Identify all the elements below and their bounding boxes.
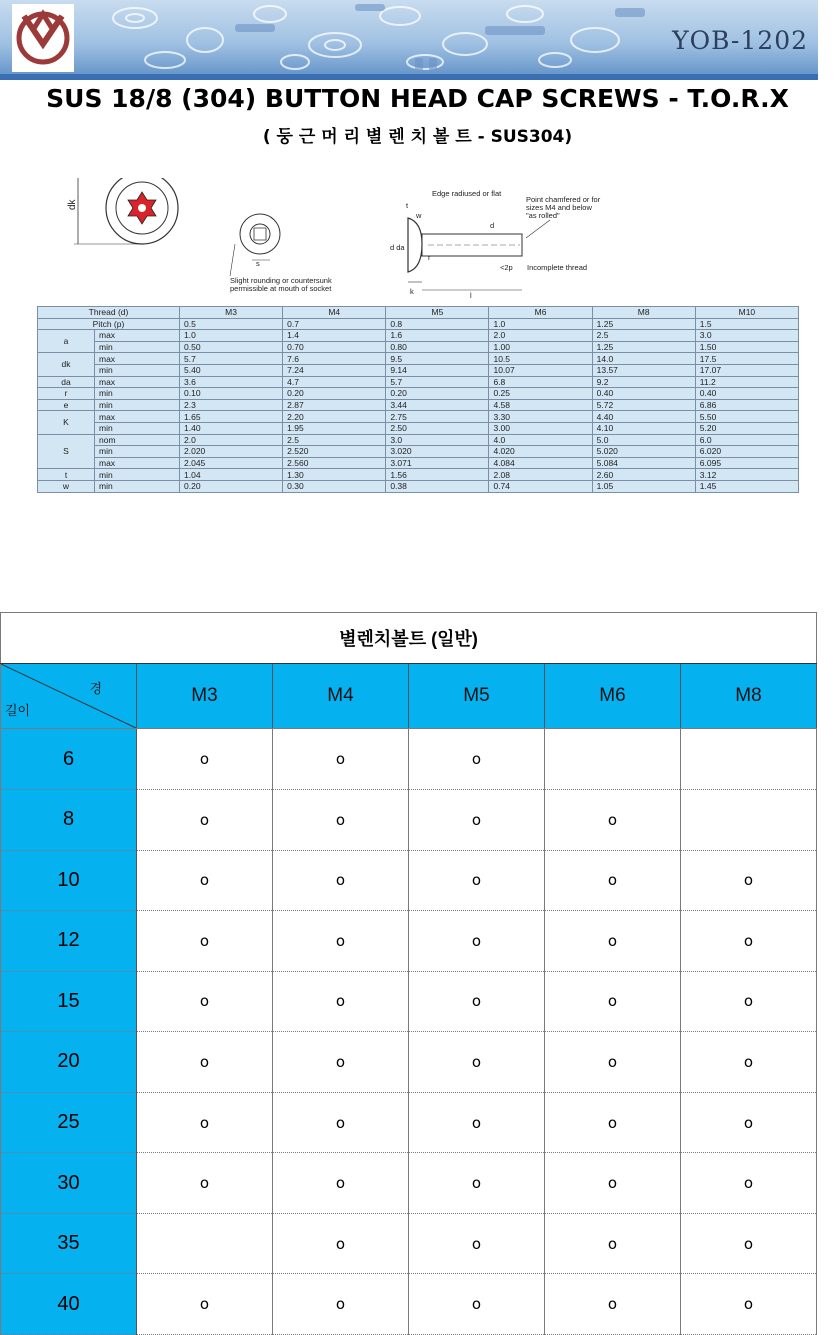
spec-cell: 4.084 [489, 457, 592, 469]
availability-cell: o [545, 1032, 681, 1093]
spec-cell: 2.3 [180, 399, 283, 411]
spec-pitch-row [38, 318, 799, 330]
spec-cell: 1.04 [180, 469, 283, 481]
spec-row [38, 422, 799, 434]
spec-row [38, 330, 799, 342]
availability-cell: o [137, 850, 273, 911]
spec-table [37, 306, 799, 493]
spec-cell: 0.25 [489, 388, 592, 400]
spec-cell: 17.07 [695, 364, 798, 376]
spec-cell: 6.86 [695, 399, 798, 411]
length-label: 40 [1, 1274, 137, 1335]
spec-cell: 1.5 [695, 318, 798, 330]
availability-table [0, 612, 817, 1335]
availability-cell: o [545, 790, 681, 851]
availability-cell: o [409, 1274, 545, 1335]
availability-cell: o [273, 1213, 409, 1274]
availability-cell: o [137, 729, 273, 790]
availability-cell: o [409, 850, 545, 911]
spec-size-header: M4 [283, 307, 386, 319]
spec-kind-label: min [95, 388, 180, 400]
logo-icon [12, 4, 74, 72]
spec-cell: 10.07 [489, 364, 592, 376]
logo [12, 4, 74, 72]
spec-row [38, 457, 799, 469]
spec-cell: 0.80 [386, 341, 489, 353]
page-subtitle: ( 둥 근 머 리 별 렌 치 볼 트 - SUS304) [262, 127, 573, 147]
svg-text:<2p: <2p [500, 263, 513, 272]
table-row [1, 1032, 817, 1093]
rounding-note-1: Slight rounding or countersunk [230, 276, 332, 285]
svg-text:t: t [406, 201, 409, 210]
spec-cell: 5.7 [180, 353, 283, 365]
corner-cell [1, 664, 137, 729]
spec-cell: 4.020 [489, 446, 592, 458]
spec-cell: 2.08 [489, 469, 592, 481]
spec-cell: 5.20 [695, 422, 798, 434]
table-row [1, 911, 817, 972]
spec-cell: 1.25 [592, 341, 695, 353]
size-header-m3: M3 [137, 664, 273, 729]
spec-kind-label: max [95, 353, 180, 365]
spec-cell: 3.0 [386, 434, 489, 446]
availability-cell: o [137, 911, 273, 972]
head-top-view [67, 178, 178, 244]
spec-cell: 1.0 [489, 318, 592, 330]
spec-cell: 0.40 [592, 388, 695, 400]
spec-cell: 7.6 [283, 353, 386, 365]
spec-cell: 1.40 [180, 422, 283, 434]
spec-cell: 17.5 [695, 353, 798, 365]
availability-cell: o [273, 911, 409, 972]
spec-cell: 0.20 [180, 480, 283, 492]
spec-size-header: M5 [386, 307, 489, 319]
spec-cell: 2.60 [592, 469, 695, 481]
spec-cell: 2.045 [180, 457, 283, 469]
availability-cell: o [137, 1092, 273, 1153]
availability-cell: o [137, 790, 273, 851]
spec-cell: 1.25 [592, 318, 695, 330]
spec-row [38, 341, 799, 353]
spec-cell: 5.7 [386, 376, 489, 388]
spec-cell: 2.520 [283, 446, 386, 458]
spec-size-header: M6 [489, 307, 592, 319]
availability-cell: o [409, 911, 545, 972]
spec-row [38, 480, 799, 492]
spec-cell: 14.0 [592, 353, 695, 365]
availability-cell: o [545, 971, 681, 1032]
svg-text:r: r [428, 253, 431, 262]
spec-cell: 1.4 [283, 330, 386, 342]
size-header-m5: M5 [409, 664, 545, 729]
availability-cell: o [409, 1092, 545, 1153]
spec-cell: 1.30 [283, 469, 386, 481]
table-row [1, 729, 817, 790]
spec-cell: 3.44 [386, 399, 489, 411]
spec-row [38, 353, 799, 365]
dim-dk-label: dk [67, 199, 78, 210]
spec-param-label: S [38, 434, 95, 469]
spec-cell: 0.20 [283, 388, 386, 400]
spec-param-label: t [38, 469, 95, 481]
spec-cell: 0.10 [180, 388, 283, 400]
spec-row [38, 411, 799, 423]
availability-cell: o [409, 729, 545, 790]
availability-cell: o [137, 1153, 273, 1214]
availability-cell: o [681, 1032, 817, 1093]
spec-row [38, 469, 799, 481]
product-code: YOB-1202 [672, 26, 808, 55]
corner-length-label: 길이 [5, 703, 31, 719]
svg-text:l: l [470, 291, 472, 300]
spec-cell: 0.8 [386, 318, 489, 330]
spec-param-label: da [38, 376, 95, 388]
table-row [1, 1213, 817, 1274]
spec-cell: 1.0 [180, 330, 283, 342]
spec-cell: 6.020 [695, 446, 798, 458]
length-label: 6 [1, 729, 137, 790]
table-row [1, 790, 817, 851]
availability-cell: o [273, 1092, 409, 1153]
spec-cell: 0.30 [283, 480, 386, 492]
spec-cell: 1.50 [695, 341, 798, 353]
availability-cell: o [137, 971, 273, 1032]
availability-cell: o [273, 971, 409, 1032]
spec-cell: 3.30 [489, 411, 592, 423]
spec-cell: 7.24 [283, 364, 386, 376]
banner-strip [0, 74, 818, 80]
spec-header-row [38, 307, 799, 319]
spec-cell: 4.58 [489, 399, 592, 411]
availability-cell: o [273, 1274, 409, 1335]
spec-row [38, 434, 799, 446]
spec-size-header: M8 [592, 307, 695, 319]
thread-label: Thread (d) [38, 307, 180, 319]
table-row [1, 1274, 817, 1335]
header-banner [0, 0, 818, 80]
svg-text:s: s [256, 259, 260, 268]
spec-cell: 1.45 [695, 480, 798, 492]
availability-cell: o [545, 850, 681, 911]
availability-cell: o [273, 790, 409, 851]
availability-cell [137, 1213, 273, 1274]
availability-cell: o [545, 1092, 681, 1153]
spec-cell: 3.00 [489, 422, 592, 434]
spec-row [38, 446, 799, 458]
spec-cell: 3.020 [386, 446, 489, 458]
availability-cell: o [273, 1032, 409, 1093]
spec-cell: 5.72 [592, 399, 695, 411]
screw-pattern-image [95, 0, 655, 74]
svg-text:d da: d da [390, 243, 405, 252]
table-row [1, 1092, 817, 1153]
spec-size-header: M3 [180, 307, 283, 319]
spec-row [38, 399, 799, 411]
length-label: 12 [1, 911, 137, 972]
spec-cell: 9.14 [386, 364, 489, 376]
point-note-3: "as rolled" [526, 211, 560, 220]
spec-cell: 5.020 [592, 446, 695, 458]
spec-cell: 1.65 [180, 411, 283, 423]
spec-cell: 2.50 [386, 422, 489, 434]
availability-cell [681, 729, 817, 790]
spec-cell: 5.40 [180, 364, 283, 376]
spec-kind-label: min [95, 480, 180, 492]
spec-kind-label: max [95, 411, 180, 423]
size-header-m4: M4 [273, 664, 409, 729]
spec-cell: 2.5 [283, 434, 386, 446]
spec-cell: 6.0 [695, 434, 798, 446]
availability-cell: o [545, 1274, 681, 1335]
availability-cell [545, 729, 681, 790]
edge-note: Edge radiused or flat [432, 189, 502, 198]
availability-cell: o [681, 971, 817, 1032]
svg-text:k: k [410, 287, 414, 296]
spec-cell: 2.20 [283, 411, 386, 423]
spec-param-label: r [38, 388, 95, 400]
spec-param-label: dk [38, 353, 95, 376]
availability-cell: o [273, 850, 409, 911]
spec-kind-label: nom [95, 434, 180, 446]
length-label: 15 [1, 971, 137, 1032]
rounding-note-2: permissible at mouth of socket [230, 284, 332, 293]
length-label: 35 [1, 1213, 137, 1274]
spec-cell: 2.0 [180, 434, 283, 446]
page-title: SUS 18/8 (304) BUTTON HEAD CAP SCREWS - T.O.R.X [46, 84, 789, 113]
spec-cell: 9.5 [386, 353, 489, 365]
spec-param-label: K [38, 411, 95, 434]
spec-cell: 1.6 [386, 330, 489, 342]
spec-cell: 3.12 [695, 469, 798, 481]
spec-kind-label: min [95, 469, 180, 481]
spec-cell: 0.74 [489, 480, 592, 492]
availability-cell: o [409, 790, 545, 851]
spec-param-label: a [38, 330, 95, 353]
availability-cell: o [681, 911, 817, 972]
spec-cell: 0.7 [283, 318, 386, 330]
point-note-1: Point chamfered or for [526, 195, 601, 204]
spec-kind-label: min [95, 422, 180, 434]
spec-cell: 1.56 [386, 469, 489, 481]
spec-cell: 0.40 [695, 388, 798, 400]
length-label: 8 [1, 790, 137, 851]
spec-cell: 4.0 [489, 434, 592, 446]
table-row [1, 850, 817, 911]
size-header-m8: M8 [681, 664, 817, 729]
socket-view [230, 214, 332, 293]
spec-cell: 2.87 [283, 399, 386, 411]
table-row [1, 1153, 817, 1214]
availability-cell: o [273, 1153, 409, 1214]
spec-kind-label: min [95, 446, 180, 458]
spec-row [38, 388, 799, 400]
spec-cell: 4.10 [592, 422, 695, 434]
spec-cell: 1.00 [489, 341, 592, 353]
screw-side-view [390, 189, 601, 300]
availability-cell: o [681, 1092, 817, 1153]
availability-cell: o [545, 911, 681, 972]
availability-cell: o [137, 1032, 273, 1093]
table-row [1, 971, 817, 1032]
length-label: 20 [1, 1032, 137, 1093]
spec-cell: 6.8 [489, 376, 592, 388]
spec-cell: 11.2 [695, 376, 798, 388]
spec-cell: 6.095 [695, 457, 798, 469]
spec-cell: 5.084 [592, 457, 695, 469]
availability-cell: o [409, 1213, 545, 1274]
spec-kind-label: min [95, 399, 180, 411]
spec-cell: 5.50 [695, 411, 798, 423]
spec-row [38, 376, 799, 388]
availability-cell: o [545, 1213, 681, 1274]
spec-cell: 0.5 [180, 318, 283, 330]
spec-cell: 5.0 [592, 434, 695, 446]
svg-text:d: d [490, 221, 495, 230]
svg-text:w: w [416, 211, 422, 220]
availability-cell: o [545, 1153, 681, 1214]
availability-cell: o [137, 1274, 273, 1335]
size-header-m6: M6 [545, 664, 681, 729]
spec-cell: 0.20 [386, 388, 489, 400]
incomplete-thread-label: Incomplete thread [527, 263, 588, 272]
availability-cell: o [409, 971, 545, 1032]
length-label: 10 [1, 850, 137, 911]
availability-cell: o [409, 1032, 545, 1093]
availability-cell: o [681, 850, 817, 911]
spec-cell: 3.6 [180, 376, 283, 388]
spec-cell: 0.38 [386, 480, 489, 492]
spec-kind-label: min [95, 341, 180, 353]
spec-cell: 4.40 [592, 411, 695, 423]
spec-cell: 0.50 [180, 341, 283, 353]
availability-cell: o [273, 729, 409, 790]
spec-cell: 2.560 [283, 457, 386, 469]
corner-diameter-label: 경 [89, 681, 102, 697]
spec-param-label: e [38, 399, 95, 411]
spec-row [38, 364, 799, 376]
spec-cell: 9.2 [592, 376, 695, 388]
length-label: 30 [1, 1153, 137, 1214]
spec-cell: 10.5 [489, 353, 592, 365]
spec-param-label: w [38, 480, 95, 492]
technical-drawing [30, 178, 650, 302]
spec-kind-label: max [95, 376, 180, 388]
spec-size-header: M10 [695, 307, 798, 319]
availability-cell: o [681, 1274, 817, 1335]
spec-cell: 3.071 [386, 457, 489, 469]
spec-cell: 2.0 [489, 330, 592, 342]
spec-kind-label: max [95, 330, 180, 342]
spec-cell: 13.57 [592, 364, 695, 376]
spec-cell: 2.5 [592, 330, 695, 342]
availability-caption: 별렌치볼트 (일반) [1, 613, 817, 664]
spec-cell: 1.05 [592, 480, 695, 492]
spec-cell: 1.95 [283, 422, 386, 434]
spec-cell: 2.020 [180, 446, 283, 458]
spec-cell: 3.0 [695, 330, 798, 342]
availability-cell: o [409, 1153, 545, 1214]
spec-cell: 4.7 [283, 376, 386, 388]
spec-kind-label: max [95, 457, 180, 469]
spec-kind-label: min [95, 364, 180, 376]
spec-cell: 2.75 [386, 411, 489, 423]
pitch-label: Pitch (p) [38, 318, 180, 330]
availability-cell: o [681, 1213, 817, 1274]
spec-cell: 0.70 [283, 341, 386, 353]
availability-cell [681, 790, 817, 851]
length-label: 25 [1, 1092, 137, 1153]
availability-cell: o [681, 1153, 817, 1214]
point-note-2: sizes M4 and below [526, 203, 592, 212]
